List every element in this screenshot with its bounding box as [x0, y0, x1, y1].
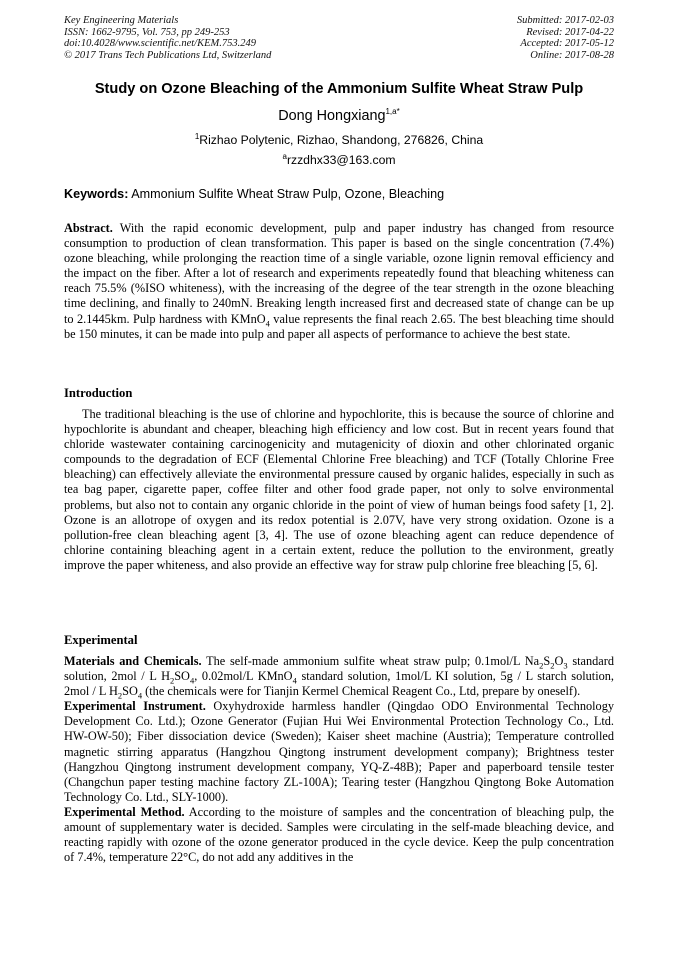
author-sup: 1,a* — [385, 107, 400, 117]
affiliation-text: Rizhao Polytenic, Rizhao, Shandong, 276826, China — [199, 133, 484, 147]
materials-label: Materials and Chemicals. — [64, 654, 202, 668]
materials-text: SO — [122, 684, 138, 699]
paper-title: Study on Ozone Bleaching of the Ammonium Sulfite Wheat Straw Pulp — [94, 81, 584, 97]
journal-copyright: © 2017 Trans Tech Publications Ltd, Switzerland — [64, 49, 272, 61]
instrument-label: Experimental Instrument. — [64, 699, 206, 714]
keywords — [64, 187, 624, 201]
materials-text: SO — [174, 669, 190, 684]
experimental-heading: Experimental — [64, 633, 138, 647]
abstract-text-1: With the rapid economic development, pulp and paper industry has changed from resource consumption to production of clean transformation. This paper is based on the single concentration (7.4%) ozone bleaching, while prolonging the reaction time of a single variable, ozone lignin removal efficiency and the impact on the fiber. After a lot of research and experiments repeatedly found that bleaching whiteness can reach 75.5% (%ISO whiteness), with the increasing of the degree of the tear strength in the ozone bleaching time declining, and finally to 240mN. Breaking length increased first and decreased state of change can be up to 2.1445km. Pulp hardness with KMnO — [64, 221, 614, 326]
journal-doi: doi:10.4028/www.scientific.net/KEM.753.249 — [64, 38, 256, 50]
materials-text: The self-made ammonium sulfite wheat straw pulp; 0.1mol/L Na — [201, 654, 540, 668]
method-text: According to the moisture of samples and the concentration of bleaching pulp, the amount of supplementary water is decided. Samples were circulating in the self-made bleaching device, and reacting rapidly with ozone of the ozone generator produced in the cycle device. Keep the pulp concentration of 7.4%, temperature 22°C, do not add any additives in the — [64, 804, 614, 865]
materials-text: standard solution, 2mol / L H — [64, 654, 614, 684]
abstract-sub: 4 — [265, 318, 270, 329]
materials-sub: 2 — [550, 660, 555, 671]
instrument-text: Oxyhydroxide harmless handler (Qingdao ODO Environmental Technology Development Co. Ltd.); Ozone Generator (Fujian Hui Wei Environmental Protection Technology Co., Ltd. HW-OW-50); Fiber dissociation device (Sweden); Kaiser sheet machine (Austria); Temperature controlled magnetic stirring apparatus (Hangzhou Qingtong instrument development company); Brightness tester (Hangzhou Qingtong instrument development company, YQ-Z-48B); Paper and paperboard tensile tester (Changchun paper testing machine factory ZL-100A); Tearing tester (Hangzhou Qingtong Boke Automation Technology Co. Ltd., SLY-1000). — [64, 699, 614, 804]
materials-text: S — [543, 654, 551, 668]
abstract-text-2: value represents the final reach 2.65. The best bleaching time should be 150 minutes, it can be made into pulp and paper all aspects of performance to achieve the best state. — [64, 311, 614, 341]
materials-sub: 2 — [539, 660, 544, 671]
email-sup: a — [282, 151, 287, 161]
journal-issn: ISSN: 1662-9795, Vol. 753, pp 249-253 — [64, 26, 230, 38]
abstract-label: Abstract. — [64, 221, 113, 235]
date-online: Online: 2017-08-28 — [530, 49, 614, 61]
date-accepted: Accepted: 2017-05-12 — [520, 38, 614, 50]
affiliation-sup: 1 — [194, 131, 200, 141]
date-revised: Revised: 2017-04-22 — [526, 26, 614, 38]
materials-sub: 2 — [169, 675, 175, 686]
materials-sub: 3 — [563, 660, 568, 671]
date-submitted: Submitted: 2017-02-03 — [516, 15, 614, 26]
journal-name: Key Engineering Materials — [64, 15, 179, 26]
materials-text: (the chemicals were for Tianjin Kermel Chemical Reagent Co., Ltd, prepare by oneself). — [142, 684, 581, 699]
journal-info — [64, 15, 271, 61]
materials-text: , 0.02mol/L KMnO — [194, 669, 293, 684]
instrument-paragraph — [64, 699, 614, 805]
materials-paragraph — [64, 654, 614, 699]
materials-sub: 4 — [292, 675, 297, 686]
affiliation — [40, 133, 638, 147]
introduction-heading: Introduction — [64, 386, 133, 400]
method-label: Experimental Method. — [64, 804, 185, 819]
materials-text: standard solution, 1mol/L KI solution, 5g / L starch solution, 2mol / L H — [64, 669, 614, 699]
introduction-paragraph: The traditional bleaching is the use of chlorine and hypochlorite, this is because the source of chlorine and hypochlorite is abundant and cheaper, bleaching high efficiency and low cost. But in recent years found that chloride wastewater containing carcinogenicity and mutagenicity of dioxin and other chlorinated organic compounds to the degradation of ECF (Elemental Chlorine Free bleaching) and TCF (Totally Chlorine Free bleaching) can effectively alleviate the environmental pressure caused by organic halides, especially in such as tea bag paper, cigarette paper, coffee filter and other food grade paper, not only to solve environmental problems, but also not to contain any organic chloride in the point of view of human beings food safety [1, 2]. Ozone is an allotrope of oxygen and its redox potential is 2.07V, have very strong oxidation. Ozone is a pollution-free clean bleaching agent [3, 4]. The use of ozone bleaching agent can reduce dependence of chlorine containing bleaching agent in a certain extent, reduce the pollution to the environment, greatly improve the paper whiteness, and also provide an effective way for straw pulp chlorine free bleaching [5, 6]. — [64, 407, 614, 572]
author-line — [40, 108, 638, 124]
materials-text: O — [554, 654, 564, 668]
keywords-text: Ammonium Sulfite Wheat Straw Pulp, Ozone, Bleaching — [128, 187, 445, 201]
materials-sub: 4 — [137, 690, 143, 701]
experimental-body — [64, 654, 614, 865]
abstract — [64, 221, 614, 342]
email-text: rzzdhx33@163.com — [286, 153, 396, 167]
author-email — [40, 153, 638, 167]
introduction-body — [64, 407, 614, 573]
materials-sub: 4 — [189, 675, 195, 686]
materials-sub: 2 — [117, 690, 123, 701]
keywords-label: Keywords: — [64, 187, 129, 201]
author-name: Dong Hongxiang — [278, 108, 386, 124]
method-paragraph — [64, 805, 614, 865]
publication-dates — [517, 15, 614, 61]
